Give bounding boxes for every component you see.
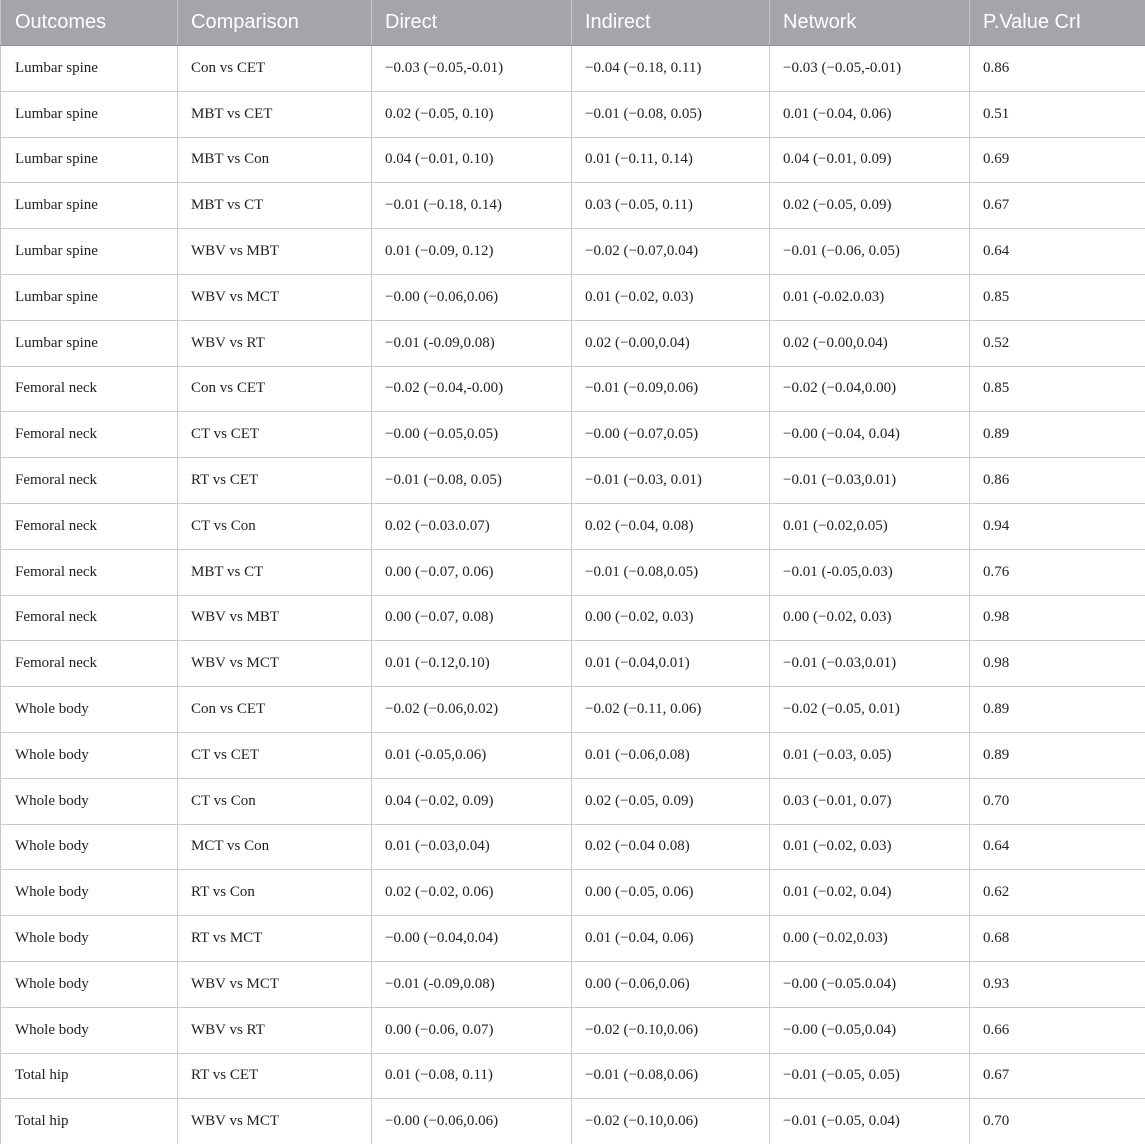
cell-comparison: MBT vs CT <box>178 183 372 229</box>
cell-comparison: WBV vs MCT <box>178 961 372 1007</box>
table-row <box>1 1053 1145 1099</box>
table-row <box>1 641 1145 687</box>
cell-outcome: Femoral neck <box>1 549 178 595</box>
cell-outcome: Total hip <box>1 1099 178 1144</box>
cell-indirect: −0.01 (−0.08, 0.05) <box>572 91 770 137</box>
cell-p-value: 0.98 <box>970 641 1145 687</box>
table-body <box>1 46 1145 1144</box>
cell-indirect: −0.00 (−0.07,0.05) <box>572 412 770 458</box>
cell-indirect: 0.00 (−0.02, 0.03) <box>572 595 770 641</box>
cell-direct: −0.00 (−0.04,0.04) <box>372 916 572 962</box>
header-p-value: P.Value CrI <box>970 0 1145 46</box>
cell-network: −0.01 (-0.05,0.03) <box>770 549 970 595</box>
cell-network: 0.02 (−0.05, 0.09) <box>770 183 970 229</box>
cell-p-value: 0.89 <box>970 732 1145 778</box>
cell-indirect: −0.02 (−0.11, 0.06) <box>572 687 770 733</box>
cell-comparison: RT vs CET <box>178 1053 372 1099</box>
cell-network: 0.01 (−0.02, 0.03) <box>770 824 970 870</box>
cell-p-value: 0.68 <box>970 916 1145 962</box>
cell-direct: 0.01 (−0.03,0.04) <box>372 824 572 870</box>
cell-outcome: Lumbar spine <box>1 274 178 320</box>
cell-direct: 0.00 (−0.07, 0.06) <box>372 549 572 595</box>
cell-network: 0.01 (-0.02.0.03) <box>770 274 970 320</box>
cell-network: −0.01 (−0.05, 0.04) <box>770 1099 970 1144</box>
cell-p-value: 0.51 <box>970 91 1145 137</box>
table-row <box>1 549 1145 595</box>
cell-network: 0.01 (−0.03, 0.05) <box>770 732 970 778</box>
table-header <box>1 0 1145 46</box>
cell-p-value: 0.66 <box>970 1007 1145 1053</box>
cell-outcome: Lumbar spine <box>1 91 178 137</box>
cell-direct: −0.02 (−0.04,-0.00) <box>372 366 572 412</box>
table-row <box>1 183 1145 229</box>
cell-comparison: RT vs MCT <box>178 916 372 962</box>
cell-network: −0.01 (−0.03,0.01) <box>770 458 970 504</box>
cell-p-value: 0.86 <box>970 458 1145 504</box>
cell-direct: −0.00 (−0.06,0.06) <box>372 1099 572 1144</box>
cell-network: 0.02 (−0.00,0.04) <box>770 320 970 366</box>
cell-direct: 0.00 (−0.06, 0.07) <box>372 1007 572 1053</box>
cell-network: 0.03 (−0.01, 0.07) <box>770 778 970 824</box>
cell-p-value: 0.70 <box>970 778 1145 824</box>
cell-p-value: 0.69 <box>970 137 1145 183</box>
cell-network: −0.01 (−0.06, 0.05) <box>770 229 970 275</box>
header-outcomes: Outcomes <box>1 0 178 46</box>
cell-outcome: Whole body <box>1 778 178 824</box>
cell-network: −0.00 (−0.04, 0.04) <box>770 412 970 458</box>
header-indirect: Indirect <box>572 0 770 46</box>
cell-p-value: 0.67 <box>970 1053 1145 1099</box>
cell-direct: 0.02 (−0.03.0.07) <box>372 503 572 549</box>
cell-p-value: 0.64 <box>970 229 1145 275</box>
cell-indirect: −0.01 (−0.08,0.05) <box>572 549 770 595</box>
cell-network: 0.04 (−0.01, 0.09) <box>770 137 970 183</box>
table-row <box>1 1099 1145 1144</box>
cell-indirect: 0.02 (−0.04 0.08) <box>572 824 770 870</box>
cell-network: 0.00 (−0.02, 0.03) <box>770 595 970 641</box>
cell-indirect: −0.01 (−0.08,0.06) <box>572 1053 770 1099</box>
cell-direct: 0.04 (−0.01, 0.10) <box>372 137 572 183</box>
cell-outcome: Lumbar spine <box>1 46 178 92</box>
cell-comparison: WBV vs RT <box>178 1007 372 1053</box>
cell-comparison: Con vs CET <box>178 366 372 412</box>
header-comparison: Comparison <box>178 0 372 46</box>
table-row <box>1 412 1145 458</box>
cell-network: 0.01 (−0.04, 0.06) <box>770 91 970 137</box>
cell-network: −0.03 (−0.05,-0.01) <box>770 46 970 92</box>
cell-outcome: Whole body <box>1 824 178 870</box>
table-row <box>1 503 1145 549</box>
cell-comparison: RT vs CET <box>178 458 372 504</box>
cell-network: −0.01 (−0.05, 0.05) <box>770 1053 970 1099</box>
cell-indirect: −0.04 (−0.18, 0.11) <box>572 46 770 92</box>
cell-outcome: Whole body <box>1 870 178 916</box>
cell-p-value: 0.52 <box>970 320 1145 366</box>
table-row <box>1 916 1145 962</box>
cell-comparison: MBT vs CT <box>178 549 372 595</box>
cell-direct: 0.01 (−0.12,0.10) <box>372 641 572 687</box>
cell-direct: 0.00 (−0.07, 0.08) <box>372 595 572 641</box>
table-row <box>1 595 1145 641</box>
cell-outcome: Femoral neck <box>1 503 178 549</box>
cell-direct: 0.01 (−0.09, 0.12) <box>372 229 572 275</box>
header-network: Network <box>770 0 970 46</box>
cell-comparison: WBV vs MCT <box>178 1099 372 1144</box>
cell-p-value: 0.93 <box>970 961 1145 1007</box>
cell-outcome: Lumbar spine <box>1 229 178 275</box>
cell-network: −0.00 (−0.05,0.04) <box>770 1007 970 1053</box>
cell-indirect: −0.02 (−0.10,0.06) <box>572 1099 770 1144</box>
cell-network: 0.01 (−0.02, 0.04) <box>770 870 970 916</box>
cell-outcome: Femoral neck <box>1 412 178 458</box>
table-row <box>1 91 1145 137</box>
cell-indirect: 0.00 (−0.05, 0.06) <box>572 870 770 916</box>
cell-direct: −0.01 (−0.18, 0.14) <box>372 183 572 229</box>
cell-comparison: CT vs CET <box>178 412 372 458</box>
cell-indirect: 0.03 (−0.05, 0.11) <box>572 183 770 229</box>
cell-comparison: RT vs Con <box>178 870 372 916</box>
table-row <box>1 274 1145 320</box>
cell-indirect: 0.00 (−0.06,0.06) <box>572 961 770 1007</box>
cell-p-value: 0.70 <box>970 1099 1145 1144</box>
table-row <box>1 687 1145 733</box>
cell-direct: −0.03 (−0.05,-0.01) <box>372 46 572 92</box>
table-row <box>1 366 1145 412</box>
cell-network: 0.01 (−0.02,0.05) <box>770 503 970 549</box>
cell-direct: −0.00 (−0.05,0.05) <box>372 412 572 458</box>
table-row <box>1 46 1145 92</box>
cell-comparison: CT vs Con <box>178 503 372 549</box>
cell-outcome: Whole body <box>1 1007 178 1053</box>
cell-indirect: −0.01 (−0.09,0.06) <box>572 366 770 412</box>
cell-outcome: Lumbar spine <box>1 320 178 366</box>
cell-comparison: WBV vs MCT <box>178 641 372 687</box>
cell-direct: 0.01 (-0.05,0.06) <box>372 732 572 778</box>
cell-comparison: WBV vs RT <box>178 320 372 366</box>
cell-indirect: 0.01 (−0.04,0.01) <box>572 641 770 687</box>
cell-indirect: 0.02 (−0.00,0.04) <box>572 320 770 366</box>
cell-outcome: Whole body <box>1 961 178 1007</box>
cell-outcome: Whole body <box>1 687 178 733</box>
cell-comparison: CT vs Con <box>178 778 372 824</box>
table-row <box>1 229 1145 275</box>
cell-p-value: 0.67 <box>970 183 1145 229</box>
cell-network: −0.00 (−0.05.0.04) <box>770 961 970 1007</box>
cell-comparison: MCT vs Con <box>178 824 372 870</box>
cell-network: −0.01 (−0.03,0.01) <box>770 641 970 687</box>
cell-outcome: Whole body <box>1 732 178 778</box>
cell-network: 0.00 (−0.02,0.03) <box>770 916 970 962</box>
cell-comparison: Con vs CET <box>178 46 372 92</box>
cell-indirect: 0.01 (−0.06,0.08) <box>572 732 770 778</box>
cell-direct: 0.01 (−0.08, 0.11) <box>372 1053 572 1099</box>
cell-outcome: Femoral neck <box>1 595 178 641</box>
table-row <box>1 137 1145 183</box>
cell-direct: −0.02 (−0.06,0.02) <box>372 687 572 733</box>
cell-outcome: Femoral neck <box>1 366 178 412</box>
cell-comparison: WBV vs MBT <box>178 595 372 641</box>
cell-outcome: Lumbar spine <box>1 137 178 183</box>
table-row <box>1 778 1145 824</box>
cell-indirect: 0.01 (−0.04, 0.06) <box>572 916 770 962</box>
cell-direct: −0.01 (−0.08, 0.05) <box>372 458 572 504</box>
cell-p-value: 0.98 <box>970 595 1145 641</box>
cell-outcome: Femoral neck <box>1 458 178 504</box>
cell-p-value: 0.85 <box>970 366 1145 412</box>
cell-direct: 0.04 (−0.02, 0.09) <box>372 778 572 824</box>
cell-indirect: 0.02 (−0.04, 0.08) <box>572 503 770 549</box>
cell-indirect: −0.01 (−0.03, 0.01) <box>572 458 770 504</box>
cell-direct: −0.01 (-0.09,0.08) <box>372 320 572 366</box>
cell-comparison: MBT vs Con <box>178 137 372 183</box>
table-row <box>1 870 1145 916</box>
table-row <box>1 824 1145 870</box>
cell-direct: 0.02 (−0.05, 0.10) <box>372 91 572 137</box>
cell-p-value: 0.89 <box>970 412 1145 458</box>
cell-p-value: 0.64 <box>970 824 1145 870</box>
cell-p-value: 0.86 <box>970 46 1145 92</box>
cell-outcome: Lumbar spine <box>1 183 178 229</box>
cell-direct: 0.02 (−0.02, 0.06) <box>372 870 572 916</box>
cell-indirect: 0.01 (−0.02, 0.03) <box>572 274 770 320</box>
cell-p-value: 0.76 <box>970 549 1145 595</box>
cell-outcome: Whole body <box>1 916 178 962</box>
cell-p-value: 0.85 <box>970 274 1145 320</box>
table-row <box>1 961 1145 1007</box>
header-row <box>1 0 1145 46</box>
cell-comparison: WBV vs MBT <box>178 229 372 275</box>
cell-direct: −0.00 (−0.06,0.06) <box>372 274 572 320</box>
cell-p-value: 0.94 <box>970 503 1145 549</box>
table-row <box>1 320 1145 366</box>
header-direct: Direct <box>372 0 572 46</box>
cell-comparison: WBV vs MCT <box>178 274 372 320</box>
cell-network: −0.02 (−0.05, 0.01) <box>770 687 970 733</box>
table-row <box>1 732 1145 778</box>
cell-indirect: 0.02 (−0.05, 0.09) <box>572 778 770 824</box>
cell-comparison: Con vs CET <box>178 687 372 733</box>
cell-direct: −0.01 (-0.09,0.08) <box>372 961 572 1007</box>
cell-outcome: Femoral neck <box>1 641 178 687</box>
cell-comparison: MBT vs CET <box>178 91 372 137</box>
table-row <box>1 458 1145 504</box>
cell-p-value: 0.62 <box>970 870 1145 916</box>
cell-network: −0.02 (−0.04,0.00) <box>770 366 970 412</box>
cell-indirect: −0.02 (−0.10,0.06) <box>572 1007 770 1053</box>
cell-outcome: Total hip <box>1 1053 178 1099</box>
cell-comparison: CT vs CET <box>178 732 372 778</box>
cell-p-value: 0.89 <box>970 687 1145 733</box>
cell-indirect: −0.02 (−0.07,0.04) <box>572 229 770 275</box>
cell-indirect: 0.01 (−0.11, 0.14) <box>572 137 770 183</box>
table-row <box>1 1007 1145 1053</box>
